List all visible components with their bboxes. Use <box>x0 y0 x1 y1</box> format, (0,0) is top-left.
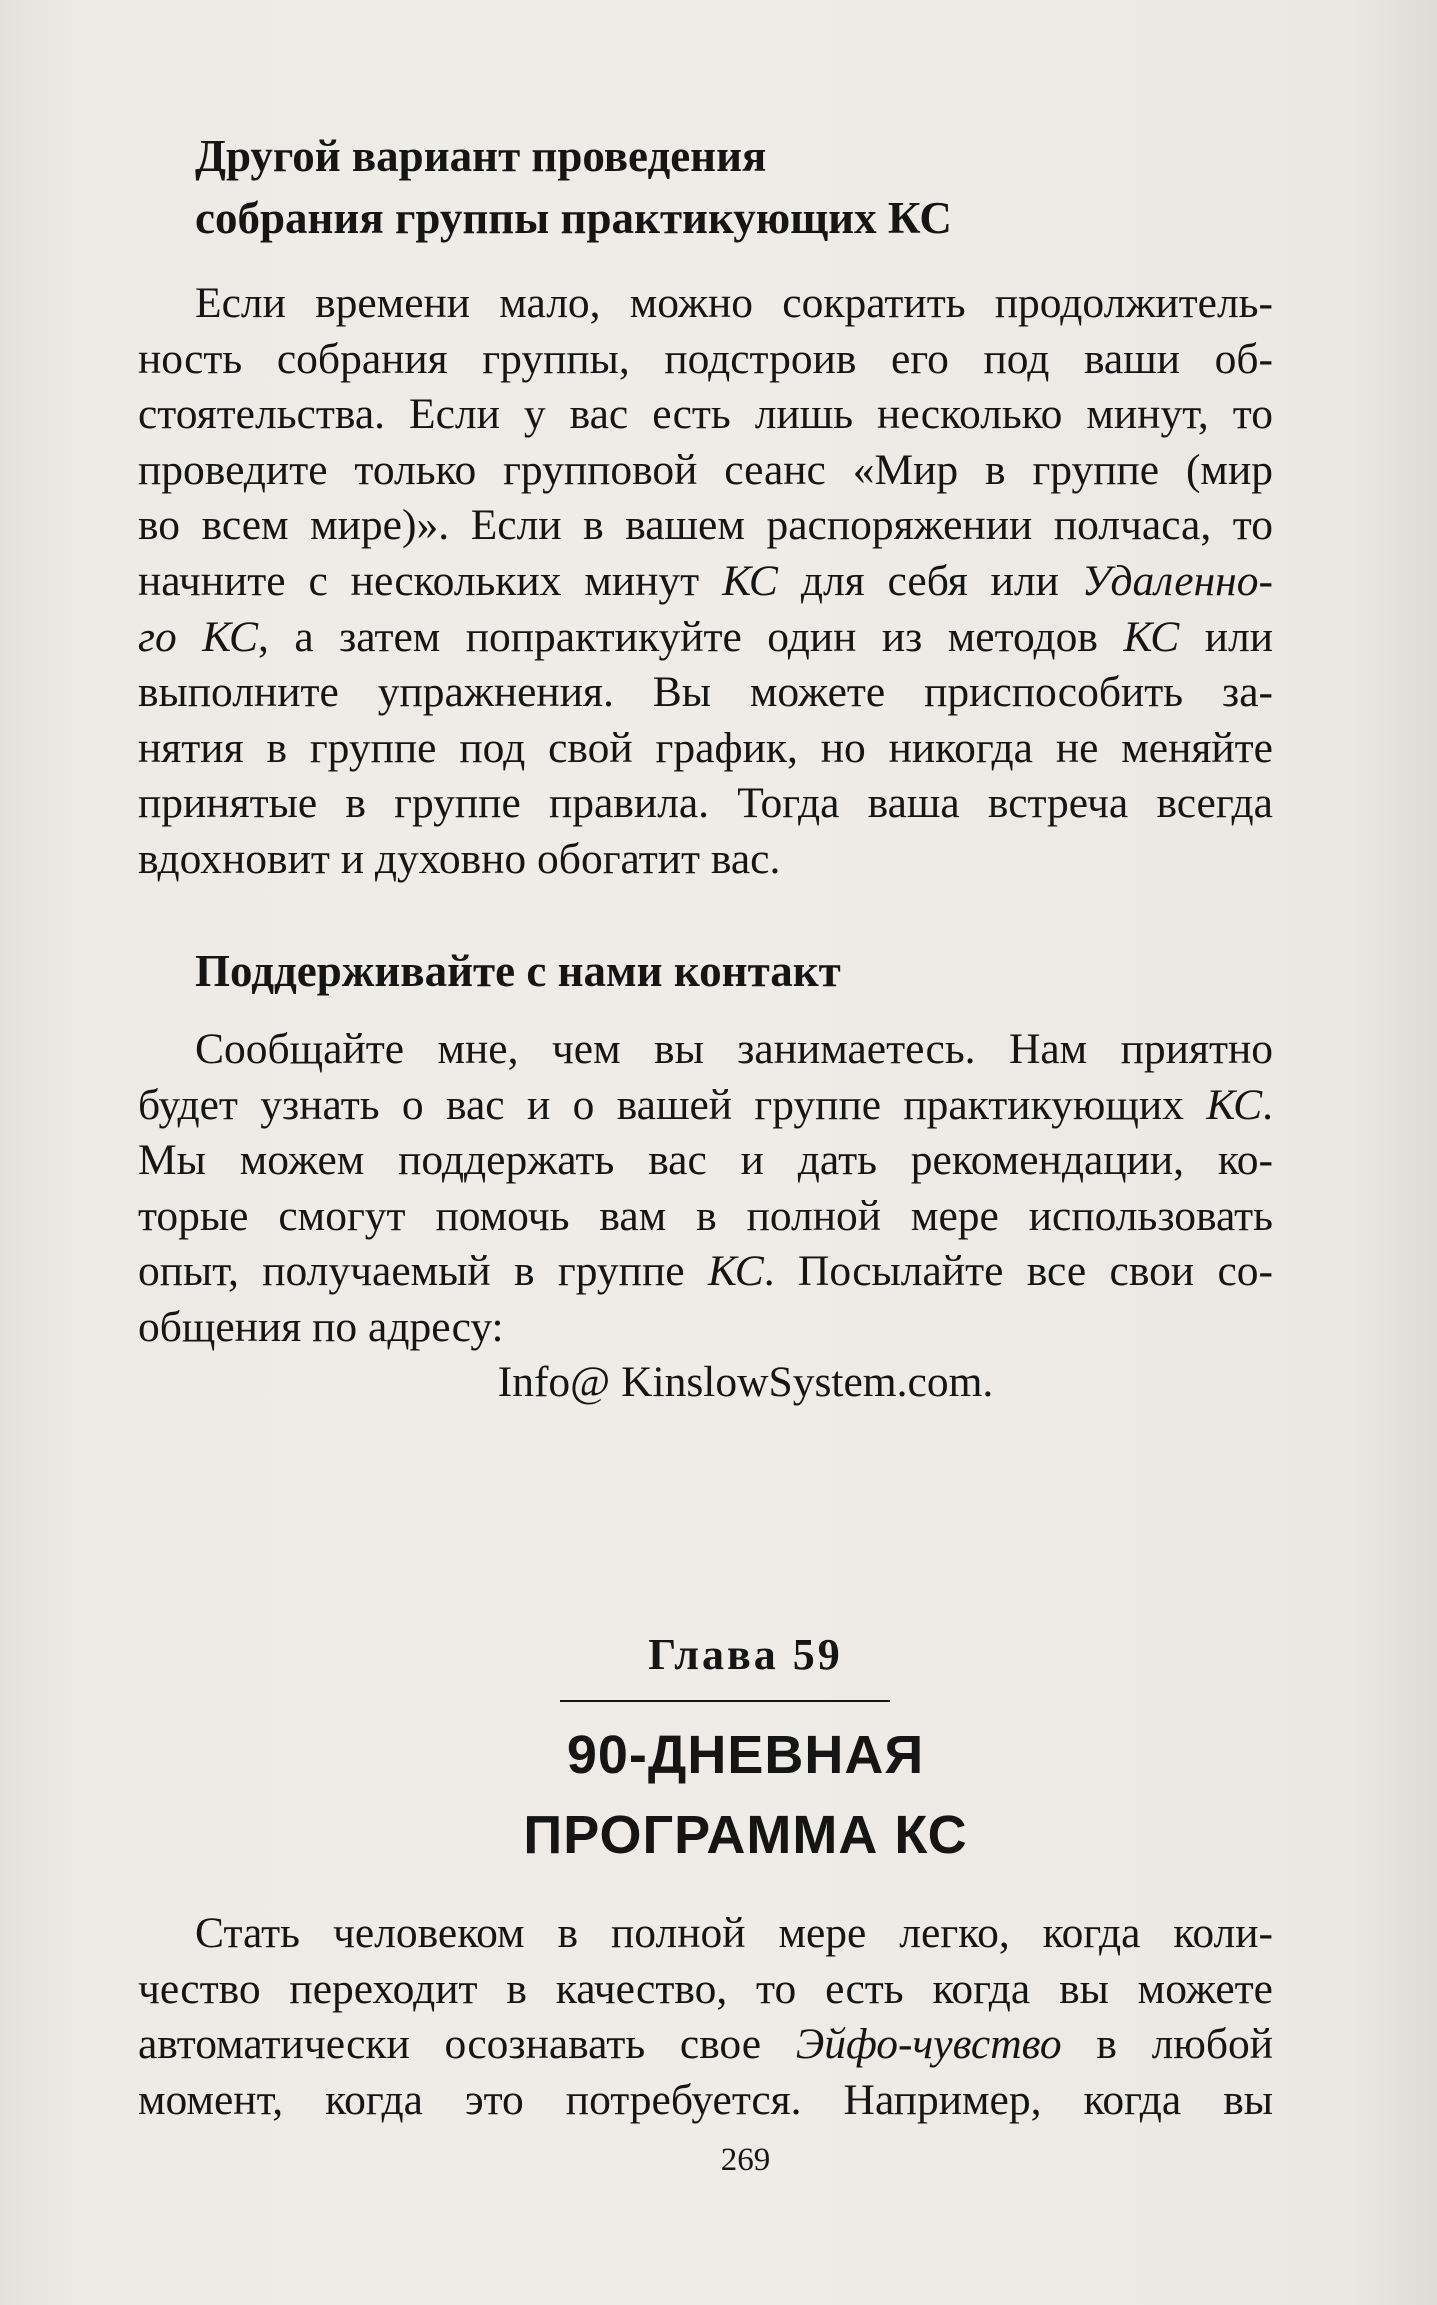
text-line: Сообщайте мне, чем вы занимаетесь. Нам приятно <box>195 1025 1273 1073</box>
text-line: момент, когда это потребуется. Например, когда вы <box>138 2075 1273 2124</box>
emphasis: Удаленно- <box>1081 556 1273 605</box>
contact-email: Info@ KinslowSystem.com. <box>497 1358 994 1406</box>
chapter-label: Глава 59 <box>648 1630 843 1679</box>
text-line: торые смогут помочь вам в полной мере использовать <box>138 1191 1273 1240</box>
text-line: опыт, получаемый в группе КС. Посылайте все свои со- <box>138 1247 1273 1296</box>
text-line: ность собрания группы, подстроив его под ваши об- <box>138 334 1273 383</box>
paragraph-short-meeting <box>138 276 1273 888</box>
text-line: чество переходит в качество, то есть когда вы можете <box>138 1964 1273 2013</box>
text-line: стоятельства. Если у вас есть лишь несколько минут, то <box>138 390 1273 439</box>
emphasis: КС <box>707 1247 764 1296</box>
text-line: автоматически осознавать свое Эйфо-чувство в любой <box>138 2020 1273 2069</box>
chapter-divider <box>560 1700 890 1702</box>
emphasis: Эйфо-чувство <box>795 2020 1062 2069</box>
heading-line: собрания группы практикующих КС <box>195 193 952 243</box>
text-line: во всем мире)». Если в вашем распоряжении полчаса, то <box>138 501 1273 550</box>
text-line: нятия в группе под свой график, но никогда не меняйте <box>138 723 1273 772</box>
text-line: Мы можем поддержать вас и дать рекомендации, ко- <box>138 1136 1273 1185</box>
emphasis: КС <box>1206 1080 1263 1129</box>
text-line: вдохновит и духовно обогатит вас. <box>138 834 781 883</box>
text-line: будет узнать о вас и о вашей группе практикующих КС. <box>138 1080 1273 1129</box>
chapter-title-line: 90-ДНЕВНАЯ <box>566 1725 925 1785</box>
text-line: начните с нескольких минут КС для себя или Удаленно- <box>138 556 1273 605</box>
emphasis: КС <box>1123 612 1180 661</box>
text-line: выполните упражнения. Вы можете приспособить за- <box>138 668 1273 717</box>
section-heading-alternative-meeting <box>195 125 1275 249</box>
paragraph-chapter-intro <box>138 1906 1273 2128</box>
paragraph-contact <box>138 1022 1273 1356</box>
chapter-title <box>138 1715 1273 1875</box>
text-line: принятые в группе правила. Тогда ваша встреча всегда <box>138 779 1273 828</box>
chapter-title-line: ПРОГРАММА КС <box>523 1805 968 1865</box>
section-heading-keep-contact: Поддерживайте с нами контакт <box>195 946 841 996</box>
text-line: проведите только групповой сеанс «Мир в группе (мир <box>138 445 1273 494</box>
emphasis: го КС <box>138 612 259 661</box>
text-line: общения по адресу: <box>138 1302 504 1351</box>
text-line: Если времени мало, можно сократить продолжитель- <box>195 279 1273 327</box>
page-number: 269 <box>720 2142 771 2178</box>
emphasis: КС <box>722 556 778 605</box>
text-line: го КС, а затем попрактикуйте один из методов КС или <box>138 612 1273 661</box>
text-line: Стать человеком в полной мере легко, когда коли- <box>195 1909 1273 1957</box>
heading-line: Другой вариант проведения <box>195 131 767 181</box>
